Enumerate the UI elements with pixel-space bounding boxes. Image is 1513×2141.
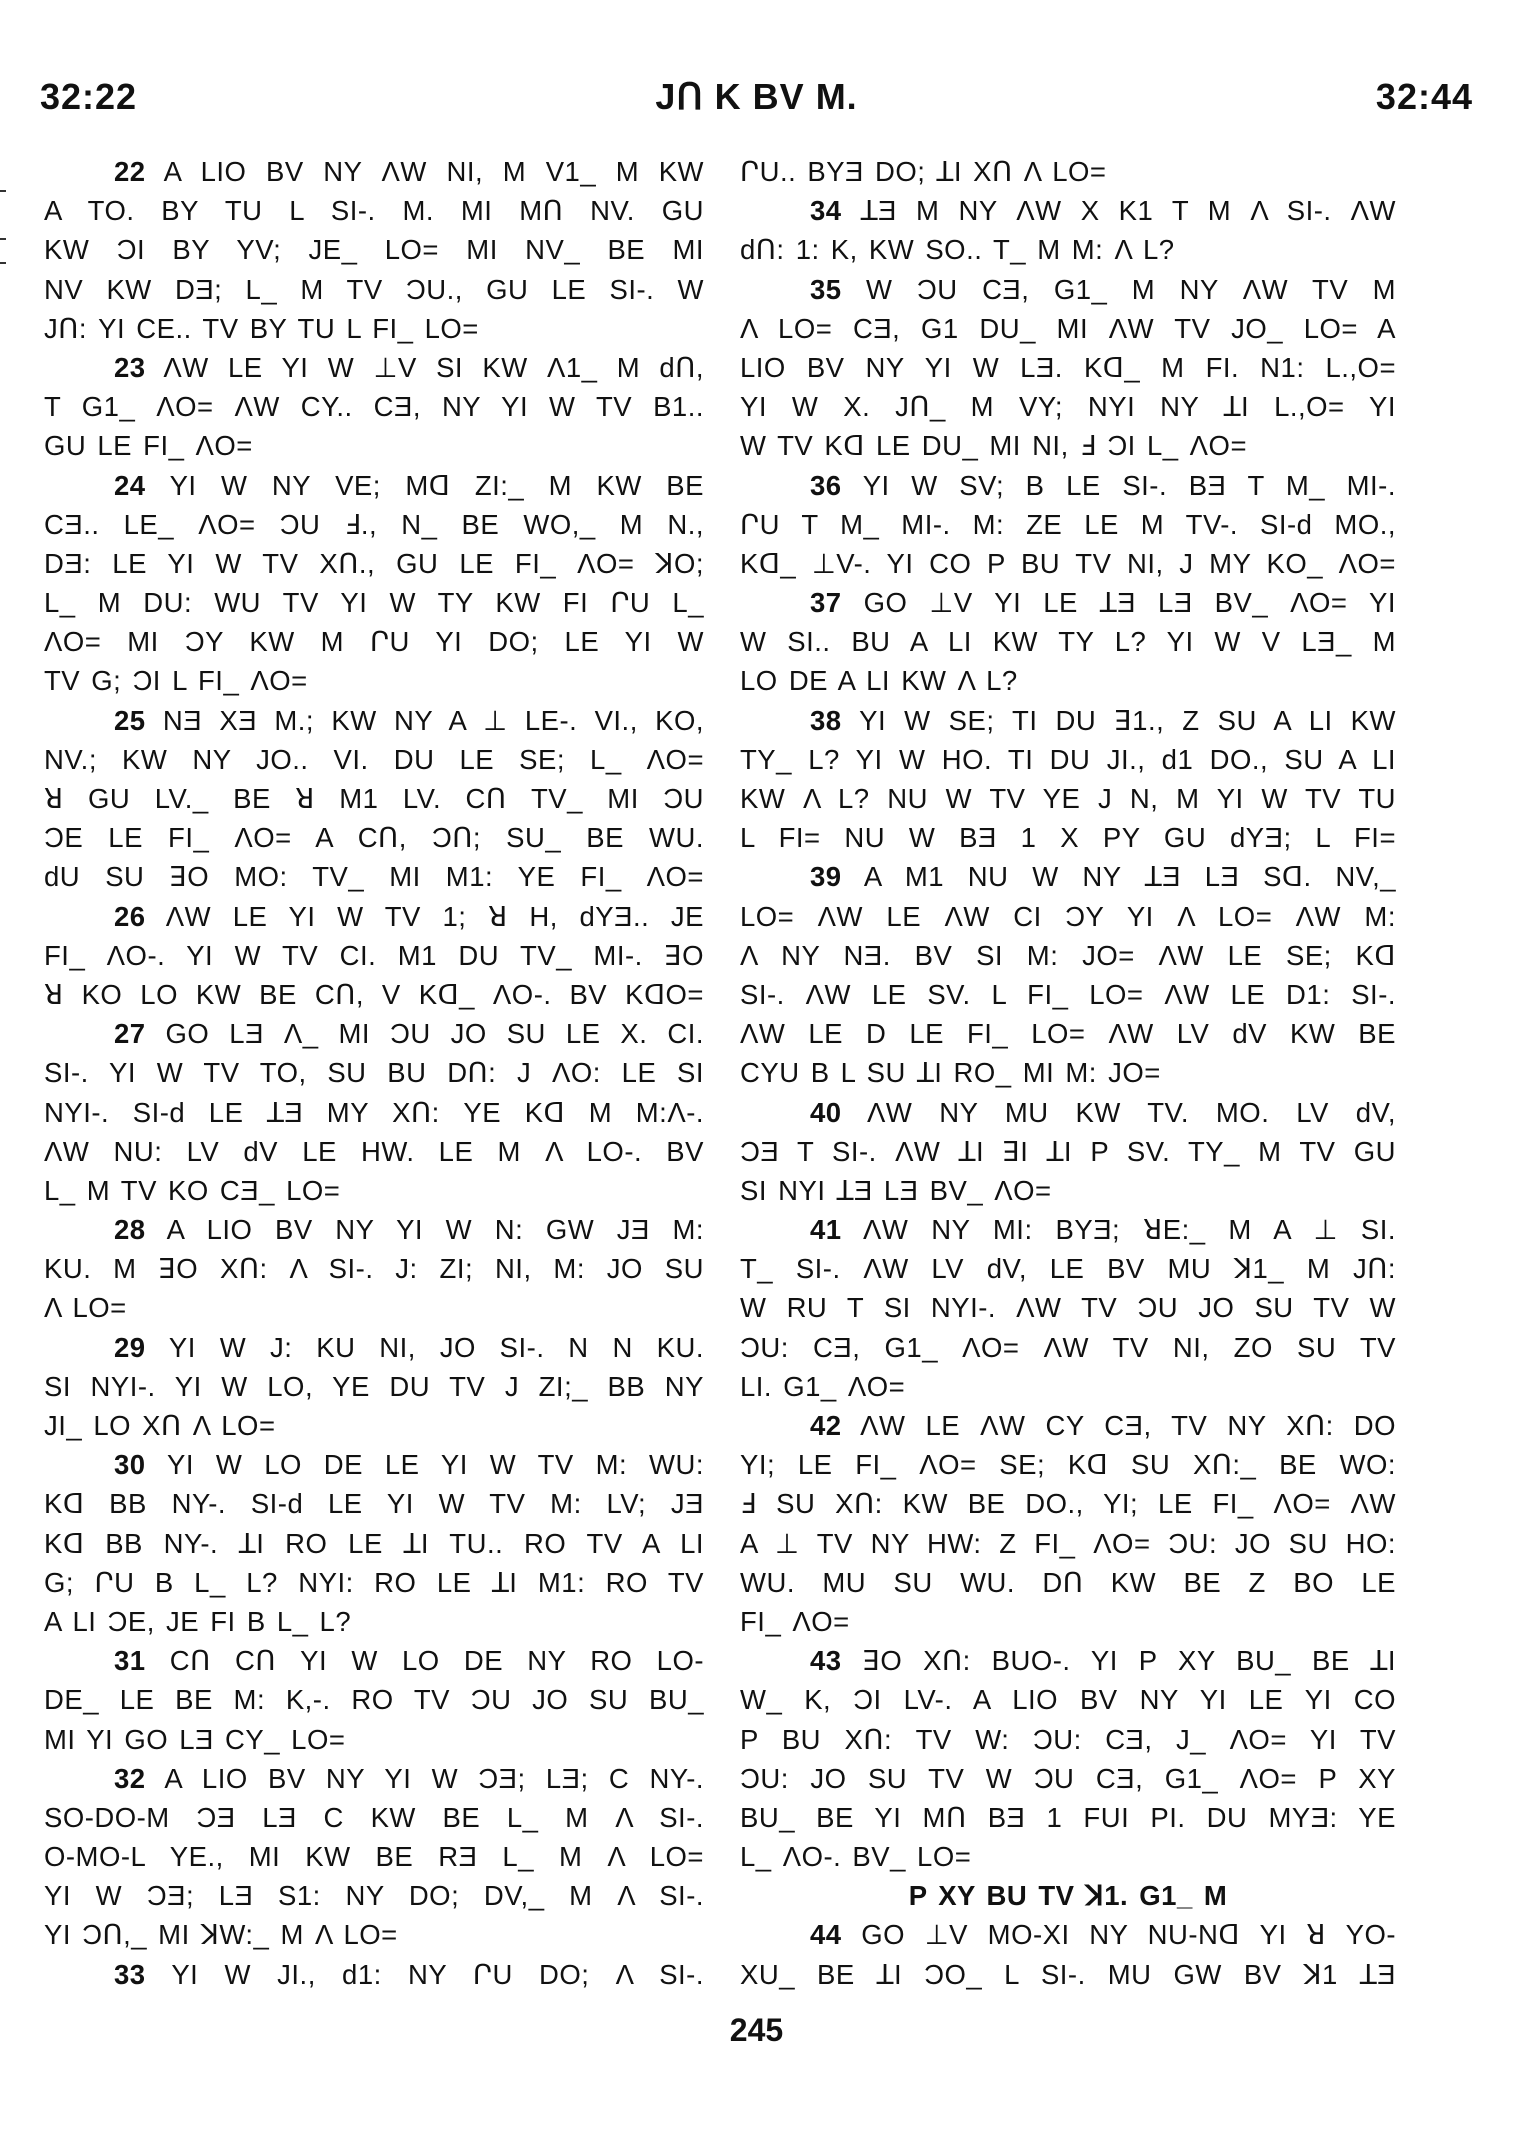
text-line	[740, 1563, 1396, 1602]
verse-text: W RU T SI NYI-. ΛW TV ƆU JO SU TV W	[740, 1292, 1396, 1324]
verse-start-line	[44, 1014, 704, 1053]
text-line	[740, 1171, 1396, 1210]
verse-text: FI_ ΛO-. YI W TV CI. M1 DU TV_ MI-. ꓱO	[44, 939, 704, 971]
verse-text: LO DE A LI KW Λ L?	[740, 665, 1018, 697]
text-line	[740, 1288, 1396, 1327]
text-line	[44, 661, 704, 700]
verse-number: 34	[810, 195, 842, 227]
text-line	[740, 387, 1396, 426]
verse-number: 23	[114, 351, 146, 383]
verse-text: P BU XՈ: TV W: ƆU: CƎ, J_ ΛO= YI TV	[740, 1723, 1396, 1755]
verse-start-line	[44, 348, 704, 387]
text-line	[44, 583, 704, 622]
verse-text: A LI ƆE, JE FI B L_ L?	[44, 1605, 352, 1637]
text-line	[44, 1406, 704, 1445]
text-line	[44, 1053, 704, 1092]
verse-start-line	[740, 1915, 1396, 1954]
verse-text: Kꓷ BB NY-. ꓕI RO LE ꓕI TU.. RO TV A LI	[44, 1527, 704, 1559]
verse-text: SI-. YI W TV TO, SU BU DՈ: J ΛO: LE SI	[44, 1057, 704, 1089]
text-line	[44, 1524, 704, 1563]
verse-number: 26	[114, 900, 146, 932]
verse-text: W SI.. BU A LI KW TY L? YI W V LƎ_ M	[740, 626, 1396, 658]
text-line	[740, 1484, 1396, 1523]
verse-number: 28	[114, 1214, 146, 1246]
verse-text: DƎ: LE YI W TV XՈ., GU LE FI_ ΛO= ꓘO;	[44, 547, 704, 579]
verse-text: YI W LO DE LE YI W TV M: WU:	[166, 1449, 704, 1481]
verse-number: 42	[810, 1410, 842, 1441]
text-line	[740, 779, 1396, 818]
verse-start-line	[740, 701, 1396, 740]
text-line	[740, 1014, 1396, 1053]
verse-text: dՈ: 1: K, KW SO.. T_ M M: Λ L?	[740, 234, 1175, 266]
verse-text: Λ LO=	[44, 1292, 127, 1324]
text-line	[44, 818, 704, 857]
verse-text: TV G; ƆI L FI_ ΛO=	[44, 665, 308, 697]
text-line	[740, 1053, 1396, 1092]
verse-start-line	[740, 1210, 1396, 1249]
verse-text: KU. M ꓱO XՈ: Λ SI-. J: ZI; NI, M: JO SU	[44, 1253, 704, 1285]
verse-number: 37	[810, 587, 842, 619]
text-line	[740, 740, 1396, 779]
right-text-column	[740, 152, 1396, 1994]
text-line	[740, 505, 1396, 544]
verse-number: 29	[114, 1331, 146, 1363]
text-line	[740, 818, 1396, 857]
verse-text: W ƆU CƎ, G1_ M NY ΛW TV M	[866, 273, 1396, 305]
text-line	[740, 661, 1396, 700]
verse-text: GO ⊥V MO-XI NY NU-Nꓷ YI ꓤ YO-	[861, 1919, 1396, 1951]
verse-start-line	[740, 583, 1396, 622]
text-line	[740, 897, 1396, 936]
verse-text: GO ⊥V YI LE ꓕƎ LƎ BV_ ΛO= YI	[863, 587, 1396, 619]
verse-text: A ⊥ TV NY HW: Z FI_ ΛO= ƆU: JO SU HO:	[740, 1527, 1396, 1559]
verse-text: Λ NY NƎ. BV SI M: JO= ΛW LE SE; Kꓷ	[740, 939, 1396, 971]
verse-text: ՐU.. BYƎ DO; ꓕI XՈ Λ LO=	[740, 156, 1107, 187]
header-left-reference: 32:22	[40, 76, 138, 117]
verse-text: NYI-. SI-d LE ꓕƎ MY XՈ: YE Kꓷ M M:Λ-.	[44, 1096, 704, 1128]
text-line	[44, 426, 704, 465]
text-line	[740, 1602, 1396, 1641]
verse-number: 38	[810, 704, 842, 736]
text-line	[740, 1837, 1396, 1876]
text-line	[740, 1445, 1396, 1484]
verse-start-line	[44, 466, 704, 505]
verse-text: Λ LO= CƎ, G1 DU_ MI ΛW TV JO_ LO= A	[740, 312, 1396, 344]
verse-number: 44	[810, 1919, 842, 1951]
verse-start-line	[44, 1328, 704, 1367]
verse-text: YI W J: KU NI, JO SI-. N N KU.	[168, 1331, 704, 1363]
verse-start-line	[740, 857, 1396, 896]
text-line	[44, 270, 704, 309]
verse-text: GU LE FI_ ΛO=	[44, 430, 253, 462]
margin-tick	[0, 262, 6, 264]
verse-number: 43	[810, 1645, 842, 1677]
verse-text: ΛW NY MU KW TV. MO. LV dV,	[867, 1096, 1396, 1128]
verse-number: 39	[810, 861, 842, 893]
verse-text: JI_ LO XՈ Λ LO=	[44, 1410, 276, 1441]
text-line	[740, 1720, 1396, 1759]
header-right-reference: 32:44	[1375, 76, 1473, 117]
verse-text: A LIO BV NY ΛW NI, M V1_ M KW	[163, 156, 704, 187]
text-line	[740, 622, 1396, 661]
verse-number: 41	[810, 1214, 842, 1246]
text-line	[44, 857, 704, 896]
verse-text: YI W ƆƎ; LƎ S1: NY DO; DV,_ M Λ SI-.	[44, 1880, 704, 1912]
text-line	[740, 152, 1396, 191]
verse-start-line	[44, 701, 704, 740]
verse-text: CƎ.. LE_ ΛO= ƆU Ⅎ., N_ BE WO,_ M N.,	[44, 508, 704, 540]
verse-text: dU SU ꓱO MO: TV_ MI M1: YE FI_ ΛO=	[44, 861, 704, 893]
verse-start-line	[44, 1445, 704, 1484]
verse-number: 25	[114, 704, 146, 736]
verse-text: NV.; KW NY JO.. VI. DU LE SE; L_ ΛO=	[44, 743, 704, 775]
text-line	[740, 1132, 1396, 1171]
verse-text: W_ K, ƆI LV-. A LIO BV NY YI LE YI CO	[740, 1684, 1396, 1716]
text-line	[44, 975, 704, 1014]
text-line	[740, 426, 1396, 465]
verse-text: YI W SE; TI DU ꓱ1., Z SU A LI KW	[859, 704, 1396, 736]
text-line	[44, 1915, 704, 1954]
verse-text: L_ M DU: WU TV YI W TY KW FI ՐU L_	[44, 587, 704, 619]
verse-text: L FI= NU W BƎ 1 X PY GU dYƎ; L FI=	[740, 822, 1396, 854]
verse-text: SI-. ΛW LE SV. L FI_ LO= ΛW LE D1: SI-.	[740, 978, 1396, 1010]
text-line	[740, 1524, 1396, 1563]
verse-start-line	[740, 1641, 1396, 1680]
verse-number: 33	[114, 1958, 146, 1990]
text-line	[740, 1955, 1396, 1994]
verse-text: O-MO-L YE., MI KW BE RƎ L_ M Λ LO=	[44, 1841, 704, 1873]
text-line	[44, 191, 704, 230]
verse-text: FI_ ΛO=	[740, 1605, 850, 1637]
verse-text: NV KW DƎ; L_ M TV ƆU., GU LE SI-. W	[44, 273, 704, 305]
verse-text: ƆƎ T SI-. ΛW ꓕI ꓱI ꓕI P SV. TY_ M TV GU	[740, 1135, 1396, 1167]
verse-start-line	[44, 1955, 704, 1994]
verse-text: MI YI GO LƎ CY_ LO=	[44, 1723, 346, 1755]
text-line	[44, 1720, 704, 1759]
verse-text: XU_ BE ꓕI ƆO_ L SI-. MU GW BV ꓘ1 ꓕƎ	[740, 1958, 1396, 1990]
verse-text: ꓤ GU LV._ BE ꓤ M1 LV. CՈ TV_ MI ƆU	[44, 783, 704, 814]
verse-text: A M1 NU W NY ꓕƎ LƎ Sꓷ. NV,_	[863, 861, 1396, 893]
text-line	[740, 1249, 1396, 1288]
verse-text: NƎ XƎ M.; KW NY A ⊥ LE-. VI., KO,	[162, 704, 704, 736]
verse-text: BU_ BE YI MՈ BƎ 1 FUI PI. DU MYƎ: YE	[740, 1801, 1396, 1833]
verse-text: ꓱO XՈ: BUO-. YI P XY BU_ BE ꓕI	[862, 1645, 1396, 1677]
verse-text: KW ƆI BY YV; JE_ LO= MI NV_ BE MI	[44, 234, 704, 266]
text-line	[740, 975, 1396, 1014]
verse-text: DE_ LE BE M: K,-. RO TV ƆU JO SU BU_	[44, 1684, 704, 1716]
verse-text: T_ SI-. ΛW LV dV, LE BV MU ꓘ1_ M JՈ:	[740, 1253, 1396, 1285]
text-line	[44, 1798, 704, 1837]
verse-text: YI ƆՈ,_ MI ꓘW:_ M Λ LO=	[44, 1919, 398, 1951]
verse-text: Kꓷ_ ⊥V-. YI CO P BU TV NI, J MY KO_ ΛO=	[740, 547, 1396, 579]
verse-text: YI W NY VE; Mꓷ ZI:_ M KW BE	[169, 469, 704, 501]
verse-text: GO LƎ Λ_ MI ƆU JO SU LE X. CI.	[165, 1018, 704, 1050]
text-line	[44, 387, 704, 426]
text-line	[44, 544, 704, 583]
verse-number: 35	[810, 273, 842, 305]
verse-text: L_ M TV KO CƎ_ LO=	[44, 1174, 341, 1206]
verse-text: CՈ CՈ YI W LO DE NY RO LO-	[169, 1645, 704, 1677]
text-line	[44, 1837, 704, 1876]
verse-start-line	[740, 1093, 1396, 1132]
verse-text: ƆE LE FI_ ΛO= A CՈ, ƆՈ; SU_ BE WU.	[44, 822, 704, 854]
verse-text: CYU B L SU ꓕI RO_ MI M: JO=	[740, 1057, 1161, 1089]
verse-text: W TV Kꓷ LE DU_ MI NI, Ⅎ ƆI L_ ΛO=	[740, 430, 1248, 462]
verse-text: SI NYI ꓕƎ LƎ BV_ ΛO=	[740, 1174, 1052, 1206]
text-line	[44, 1680, 704, 1719]
verse-number: 27	[114, 1018, 146, 1050]
verse-text: ƆU: JO SU TV W ƆU CƎ, G1_ ΛO= P XY	[740, 1762, 1396, 1794]
verse-start-line	[44, 897, 704, 936]
running-header	[40, 76, 1473, 126]
text-line	[44, 779, 704, 818]
verse-number: 36	[810, 469, 842, 501]
verse-text: LO= ΛW LE ΛW CI ƆY YI Λ LO= ΛW M:	[740, 900, 1396, 932]
text-line	[44, 740, 704, 779]
verse-text: YI W JI., d1: NY ՐU DO; Λ SI-.	[171, 1958, 704, 1990]
text-line	[44, 1171, 704, 1210]
verse-text: T G1_ ΛO= ΛW CY.. CƎ, NY YI W TV B1..	[44, 391, 704, 423]
verse-text: ꓤ KO LO KW BE CՈ, V Kꓷ_ ΛO-. BV KꓷO=	[44, 978, 704, 1010]
text-line	[740, 936, 1396, 975]
text-line	[740, 1759, 1396, 1798]
text-line	[44, 1132, 704, 1171]
text-line	[44, 1602, 704, 1641]
verse-text: YI W X. JՈ_ M VY; NYI NY ꓕI L.,O= YI	[740, 391, 1396, 423]
verse-text: LIO BV NY YI W LƎ. Kꓷ_ M FI. N1: L.,O=	[740, 351, 1396, 383]
page-number: 245	[729, 2012, 784, 2048]
text-line	[44, 936, 704, 975]
text-line	[44, 1093, 704, 1132]
verse-start-line	[44, 152, 704, 191]
verse-number: 30	[114, 1449, 146, 1481]
text-line	[44, 1484, 704, 1523]
text-line	[740, 230, 1396, 269]
verse-text: SI NYI-. YI W LO, YE DU TV J ZI;_ BB NY	[44, 1370, 704, 1402]
verse-number: 32	[114, 1762, 146, 1794]
verse-text: ƆU: CƎ, G1_ ΛO= ΛW TV NI, ZO SU TV	[740, 1331, 1396, 1363]
text-line	[740, 1328, 1396, 1367]
text-line	[44, 230, 704, 269]
verse-text: KW Λ L? NU W TV YE J N, M YI W TV TU	[740, 783, 1396, 814]
verse-text: L_ ΛO-. BV_ LO=	[740, 1841, 972, 1873]
verse-text: YI; LE FI_ ΛO= SE; Kꓷ SU XՈ:_ BE WO:	[740, 1449, 1396, 1481]
verse-text: ΛO= MI ƆY KW M ՐU YI DO; LE YI W	[44, 626, 704, 658]
verse-text: TY_ L? YI W HO. TI DU JI., d1 DO., SU A LI	[740, 743, 1396, 775]
verse-start-line	[44, 1210, 704, 1249]
verse-text: G; ՐU B L_ L? NYI: RO LE ꓕI M1: RO TV	[44, 1566, 704, 1598]
verse-number: 24	[114, 469, 146, 501]
left-text-column	[44, 152, 704, 1994]
text-line	[44, 1288, 704, 1327]
text-line	[740, 1680, 1396, 1719]
text-line	[44, 1249, 704, 1288]
verse-text: WU. MU SU WU. DՈ KW BE Z BO LE	[740, 1566, 1396, 1598]
section-heading: P XY BU TV ꓘ1. G1_ M	[908, 1880, 1228, 1912]
verse-number: 40	[810, 1096, 842, 1128]
margin-tick	[0, 238, 6, 240]
text-line	[44, 1367, 704, 1406]
verse-number: 31	[114, 1645, 146, 1677]
text-line	[740, 544, 1396, 583]
verse-text: Ⅎ SU XՈ: KW BE DO., YI; LE FI_ ΛO= ΛW	[740, 1488, 1396, 1520]
verse-text: ΛW NY MI: BYƎ; ꓤE:_ M A ⊥ SI.	[863, 1214, 1396, 1246]
text-line	[740, 1798, 1396, 1837]
verse-start-line	[740, 466, 1396, 505]
text-line	[44, 309, 704, 348]
verse-text: YI W SV; B LE SI-. BƎ T M_ MI-.	[862, 469, 1396, 501]
text-line	[44, 622, 704, 661]
verse-number: 22	[114, 156, 146, 187]
verse-text: ΛW NU: LV dV LE HW. LE M Λ LO-. BV	[44, 1135, 704, 1167]
text-line	[740, 1367, 1396, 1406]
verse-start-line	[740, 191, 1396, 230]
verse-text: ΛW LE YI W ⊥V SI KW Λ1_ M dՈ,	[163, 351, 704, 383]
verse-start-line	[740, 1406, 1396, 1445]
margin-tick	[0, 190, 6, 192]
verse-text: LI. G1_ ΛO=	[740, 1370, 906, 1402]
verse-text: SO-DO-M ƆƎ LƎ C KW BE L_ M Λ SI-.	[44, 1801, 704, 1833]
verse-text: JՈ: YI CE.. TV BY TU L FI_ LO=	[44, 312, 479, 344]
verse-start-line	[44, 1641, 704, 1680]
verse-text: ΛW LE ΛW CY CƎ, TV NY XՈ: DO	[860, 1410, 1396, 1441]
text-line	[740, 309, 1396, 348]
text-line	[44, 505, 704, 544]
verse-start-line	[740, 270, 1396, 309]
verse-text: Kꓷ BB NY-. SI-d LE YI W TV M: LV; JƎ	[44, 1488, 704, 1520]
verse-text: A LIO BV NY YI W ƆƎ; LƎ; C NY-.	[164, 1762, 704, 1794]
verse-text: A LIO BV NY YI W N: GW JƎ M:	[166, 1214, 704, 1246]
text-line	[44, 1563, 704, 1602]
verse-text: ՐU T M_ MI-. M: ZE LE M TV-. SI-d MO.,	[740, 508, 1396, 540]
text-line	[740, 348, 1396, 387]
verse-text: ΛW LE YI W TV 1; ꓤ H, dYƎ.. JE	[165, 900, 704, 932]
verse-text: A TO. BY TU L SI-. M. MI MՈ NV. GU	[44, 195, 704, 227]
verse-text: ꓕƎ M NY ΛW X K1 T M Λ SI-. ΛW	[860, 195, 1396, 227]
text-line	[44, 1876, 704, 1915]
header-book-title: JՈ K BV M.	[655, 76, 858, 117]
verse-text: ΛW LE D LE FI_ LO= ΛW LV dV KW BE	[740, 1018, 1396, 1050]
verse-start-line	[44, 1759, 704, 1798]
